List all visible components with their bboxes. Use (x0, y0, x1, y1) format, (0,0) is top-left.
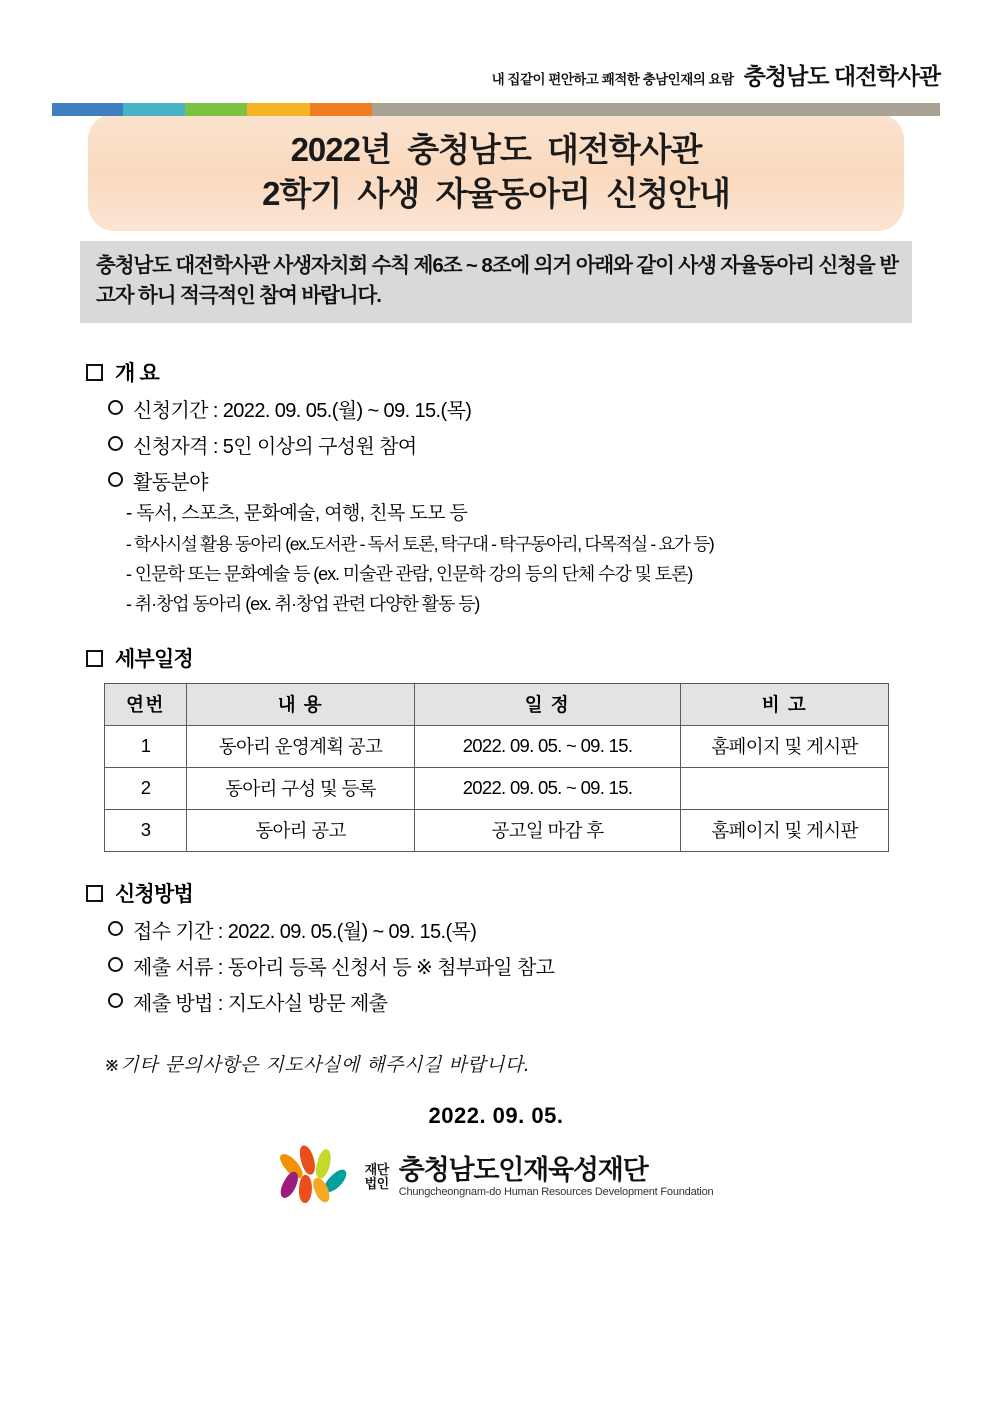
color-bar-segment-yellow (247, 103, 309, 116)
overview-item-label-0 (133, 394, 471, 423)
circle-bullet-icon (108, 400, 123, 415)
square-bullet-icon (86, 885, 103, 902)
apply-label-0: 접수 기간 : (133, 920, 228, 943)
cell-no: 1 (105, 725, 187, 767)
apply-item-1: 제출 서류 : 동아리 등록 신청서 등 ※ 첨부파일 참고 (133, 956, 555, 979)
cell-no: 3 (105, 809, 187, 851)
cell-date: 2022. 09. 05. ~ 09. 15. (415, 767, 681, 809)
cell-content: 동아리 운영계획 공고 (187, 725, 415, 767)
logo-prefix-line2: 법인 (364, 1175, 389, 1191)
color-bar-segment-gray (372, 103, 940, 116)
document-header (0, 0, 992, 91)
overview-item-label-2: 활동분야 (133, 471, 208, 494)
pinwheel-logo-icon (279, 1145, 355, 1209)
list-item (108, 951, 906, 980)
color-bar-decoration (52, 103, 940, 116)
logo-text-block (399, 1156, 714, 1198)
cell-content: 동아리 구성 및 등록 (187, 767, 415, 809)
intro-band (80, 241, 912, 322)
section-title-apply: 신청방법 (115, 882, 193, 906)
overview-dash-1: - 학사시설 활용 동아리 (ex.도서관 - 독서 토론, 탁구대 - 탁구동아리, 다목적실 - 요가 등) (126, 534, 714, 555)
logo-prefix-line1: 재단 (364, 1162, 389, 1178)
title-banner (88, 114, 904, 231)
overview-dash-0: - 독서, 스포츠, 문화예술, 여행, 친목 도모 등 (126, 502, 468, 524)
table-row (105, 809, 889, 851)
overview-label-0: 신청기간 : (133, 399, 223, 422)
list-item (108, 430, 906, 459)
overview-item-label-1: 신청자격 : 5인 이상의 구성원 참여 (133, 435, 417, 458)
document-body (0, 323, 992, 1209)
section-heading-overview (86, 357, 906, 387)
color-bar-segment-blue (52, 103, 123, 116)
cell-no: 2 (105, 767, 187, 809)
overview-value-0: 2022. 09. 05.(월) ~ 09. 15.(목) (222, 399, 472, 422)
color-bar-segment-green (185, 103, 247, 116)
page-title-line2: 2학기 사생 자율동아리 신청안내 (262, 174, 730, 212)
logo-text-english: Chungcheongnam-do Human Resources Development Foundation (398, 1185, 714, 1198)
color-bar-segment-teal (123, 103, 185, 116)
apply-item-2 (133, 987, 387, 1016)
circle-bullet-icon (108, 957, 123, 972)
cell-date: 공고일 마감 후 (415, 809, 681, 851)
overview-dash-3: - 취·창업 동아리 (ex. 취·창업 관련 다양한 활동 등) (126, 594, 480, 615)
logo-prefix (365, 1163, 389, 1190)
circle-bullet-icon (108, 921, 123, 936)
schedule-table (104, 683, 889, 852)
column-header-note: 비 고 (681, 683, 889, 725)
issue-date: 2022. 09. 05. (428, 1102, 564, 1128)
table-row (105, 725, 889, 767)
logo-text-korean: 충청남도인재육성재단 (398, 1154, 648, 1185)
section-title-schedule: 세부일정 (115, 647, 193, 671)
column-header-content: 내 용 (187, 683, 415, 725)
overview-dash-2: - 인문학 또는 문화예술 등 (ex. 미술관 관람, 인문학 강의 등의 단체 수강 및 토론) (126, 563, 693, 584)
list-item (108, 466, 906, 495)
section-heading-schedule (86, 643, 906, 673)
header-slogan: 내 집같이 편안하고 쾌적한 충남인재의 요람 (491, 72, 734, 87)
circle-bullet-icon (108, 472, 123, 487)
color-bar-segment-orange (310, 103, 372, 116)
list-item (108, 915, 906, 944)
apply-value-2: 지도사실 방문 제출 (227, 992, 388, 1015)
column-header-date: 일 정 (415, 683, 681, 725)
header-brand: 충청남도 대전학사관 (743, 63, 940, 89)
apply-label-2: 제출 방법 : (133, 992, 228, 1015)
apply-item-0 (133, 915, 476, 944)
page-title-line1: 2022년 충청남도 대전학사관 (290, 131, 702, 168)
square-bullet-icon (86, 650, 103, 667)
list-item (108, 394, 906, 423)
foundation-logo (176, 1145, 816, 1209)
footer-note: ※기타 문의사항은 지도사실에 해주시길 바랍니다. (104, 1053, 531, 1076)
cell-date: 2022. 09. 05. ~ 09. 15. (415, 725, 681, 767)
apply-value-0: 2022. 09. 05.(월) ~ 09. 15.(목) (227, 920, 477, 943)
square-bullet-icon (86, 364, 103, 381)
cell-content: 동아리 공고 (187, 809, 415, 851)
column-header-no: 연번 (105, 683, 187, 725)
cell-note: 홈페이지 및 게시판 (681, 809, 889, 851)
section-title-overview: 개 요 (115, 361, 160, 385)
circle-bullet-icon (108, 436, 123, 451)
header-brand-line (52, 58, 940, 91)
intro-text: 충청남도 대전학사관 사생자치회 수칙 제6조 ~ 8조에 의거 아래와 같이 사생 자율동아리 신청을 받고자 하니 적극적인 참여 바랍니다. (96, 254, 898, 307)
table-row (105, 767, 889, 809)
cell-note (681, 767, 889, 809)
list-item (108, 987, 906, 1016)
cell-note: 홈페이지 및 게시판 (681, 725, 889, 767)
circle-bullet-icon (108, 993, 123, 1008)
table-header-row (105, 683, 889, 725)
section-heading-apply (86, 878, 906, 908)
